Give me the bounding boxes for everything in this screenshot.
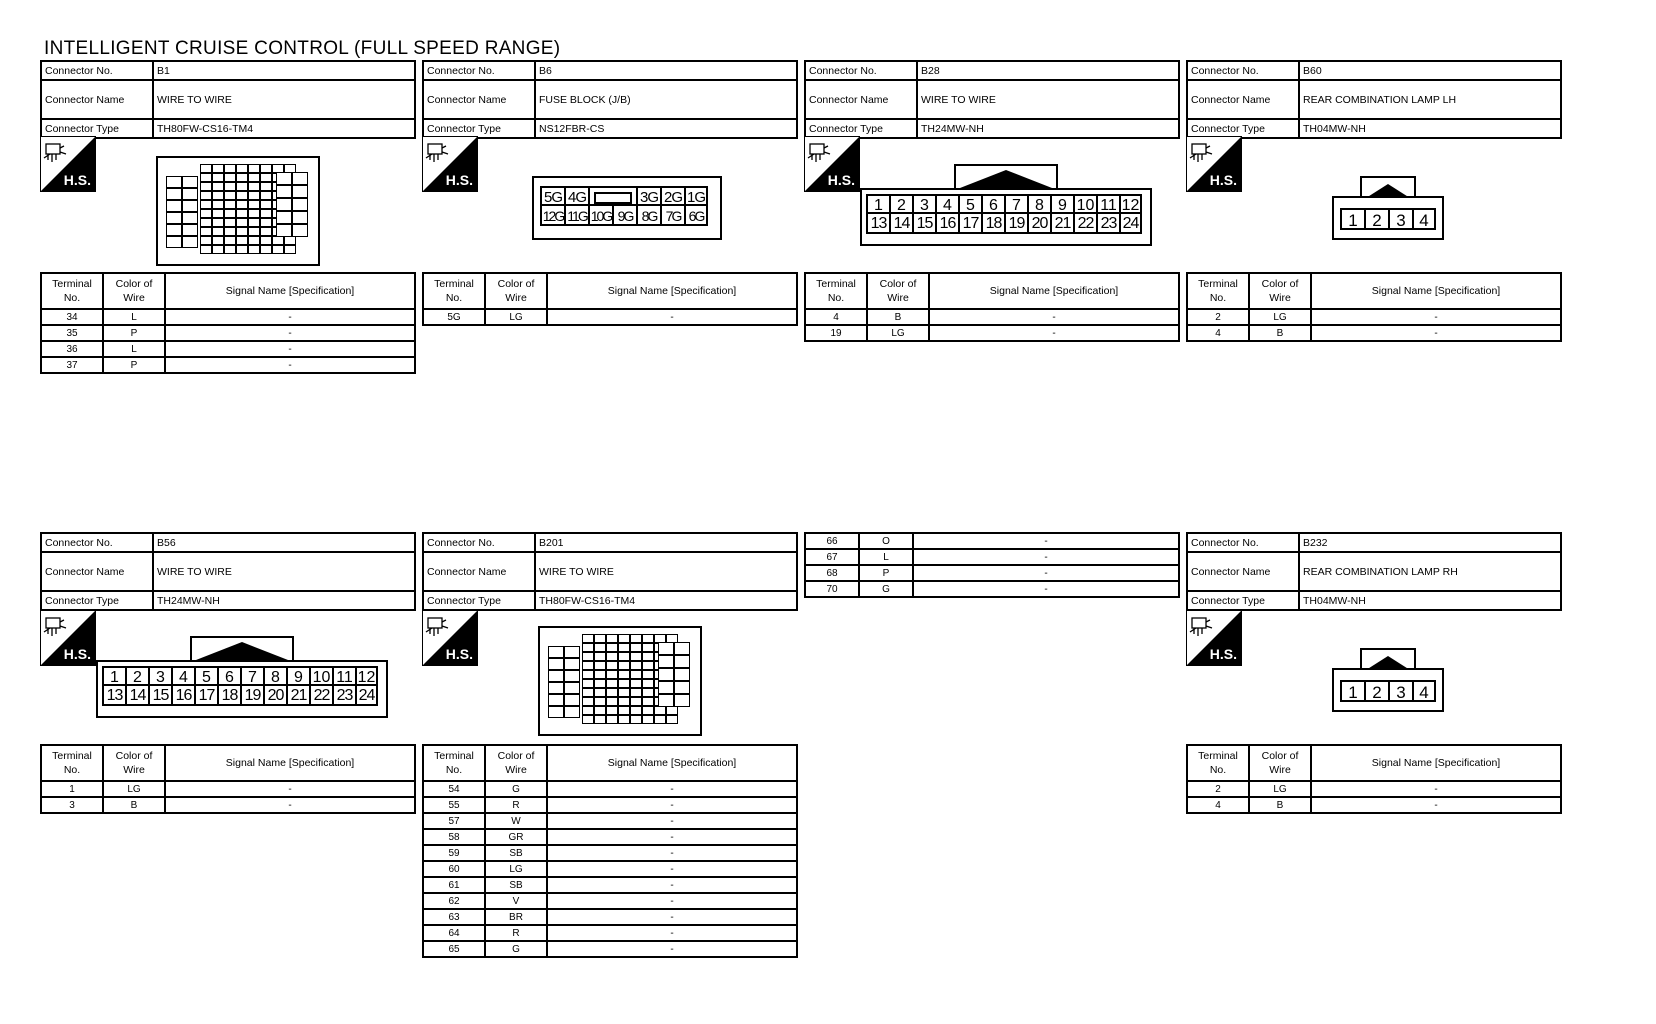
connector-pin: 22 xyxy=(309,686,332,706)
connector-pin: 21 xyxy=(286,686,309,706)
table-row xyxy=(41,309,415,325)
connector-name-label: Connector Name xyxy=(1187,552,1299,591)
connector-pin: 1 xyxy=(1340,680,1364,702)
signal-name-header: Signal Name [Specification] xyxy=(929,273,1179,309)
terminal-no: 2 xyxy=(1187,781,1249,797)
connector-pin: 4 xyxy=(1412,208,1436,230)
terminal-no-header: Terminal No. xyxy=(1187,273,1249,309)
signal-name-header: Signal Name [Specification] xyxy=(165,273,415,309)
connector-type-label: Connector Type xyxy=(1187,119,1299,138)
connector-name-label: Connector Name xyxy=(423,552,535,591)
table-row xyxy=(423,781,797,797)
connector-pin: 4 xyxy=(171,666,194,686)
connector-type-label: Connector Type xyxy=(41,119,153,138)
connector-name-label: Connector Name xyxy=(1187,80,1299,119)
connector-number-value: B56 xyxy=(153,533,415,552)
signal-name: - xyxy=(547,829,797,845)
terminal-no-header: Terminal No. xyxy=(1187,745,1249,781)
connector-pin: 13 xyxy=(102,686,125,706)
connector-pin: 5 xyxy=(958,194,981,214)
signal-name: - xyxy=(1311,309,1561,325)
signal-name-header: Signal Name [Specification] xyxy=(1311,745,1561,781)
wire-color: G xyxy=(485,941,547,957)
terminal-table xyxy=(1186,272,1562,342)
connector-pin: 14 xyxy=(125,686,148,706)
harness-side-icon xyxy=(804,136,860,192)
signal-name: - xyxy=(547,797,797,813)
connector-pin: 3 xyxy=(1388,680,1412,702)
connector-type-value: TH04MW-NH xyxy=(1299,591,1561,610)
connector-pin: 1G xyxy=(684,186,708,206)
terminal-no: 59 xyxy=(423,845,485,861)
wire-color: LG xyxy=(485,309,547,325)
connector-pin: 3 xyxy=(148,666,171,686)
terminal-no: 70 xyxy=(805,581,859,597)
terminal-no: 60 xyxy=(423,861,485,877)
wire-color: B xyxy=(103,797,165,813)
signal-name: - xyxy=(165,325,415,341)
connector-info-table xyxy=(422,60,798,139)
terminal-table xyxy=(422,744,798,958)
connector-pin: 21 xyxy=(1050,214,1073,234)
terminal-no: 1 xyxy=(41,781,103,797)
connector-24pin-diagram xyxy=(860,164,1152,246)
connector-number-label: Connector No. xyxy=(423,533,535,552)
harness-side-icon xyxy=(1186,136,1242,192)
connector-pin: 5 xyxy=(194,666,217,686)
connector-pin: 17 xyxy=(194,686,217,706)
wire-color: R xyxy=(485,925,547,941)
terminal-no-header: Terminal No. xyxy=(41,273,103,309)
signal-name: - xyxy=(165,797,415,813)
terminal-no: 54 xyxy=(423,781,485,797)
signal-name: - xyxy=(1311,325,1561,341)
terminal-no: 62 xyxy=(423,893,485,909)
signal-name: - xyxy=(547,909,797,925)
connector-number-label: Connector No. xyxy=(805,61,917,80)
connector-pin: 7 xyxy=(240,666,263,686)
connector-info-table xyxy=(1186,532,1562,611)
connector-pin: 7G xyxy=(660,206,684,226)
wire-color: G xyxy=(859,581,913,597)
connector-pin: 1 xyxy=(1340,208,1364,230)
connector-number-value: B201 xyxy=(535,533,797,552)
connector-pin: 11G xyxy=(564,206,588,226)
connector-pin: 15 xyxy=(148,686,171,706)
terminal-table xyxy=(40,272,416,374)
table-row xyxy=(423,925,797,941)
signal-name-header: Signal Name [Specification] xyxy=(547,745,797,781)
terminal-no: 4 xyxy=(1187,797,1249,813)
table-row xyxy=(423,909,797,925)
connector-type-value: TH80FW-CS16-TM4 xyxy=(153,119,415,138)
connector-name-label: Connector Name xyxy=(805,80,917,119)
connector-type-label: Connector Type xyxy=(41,591,153,610)
connector-pin: 12 xyxy=(355,666,378,686)
hs-label: H.S. xyxy=(1209,646,1237,662)
terminal-no: 4 xyxy=(1187,325,1249,341)
wire-color: LG xyxy=(1249,781,1311,797)
table-row xyxy=(423,861,797,877)
signal-name: - xyxy=(913,581,1179,597)
signal-name: - xyxy=(547,861,797,877)
wire-color: LG xyxy=(867,325,929,341)
signal-name: - xyxy=(165,309,415,325)
connector-pin: 24 xyxy=(355,686,378,706)
harness-side-icon xyxy=(1186,610,1242,666)
connector-pin: 3 xyxy=(912,194,935,214)
hs-label: H.S. xyxy=(63,172,91,188)
connector-pin: 6G xyxy=(684,206,708,226)
connector-name-label: Connector Name xyxy=(41,552,153,591)
terminal-no: 57 xyxy=(423,813,485,829)
signal-name: - xyxy=(165,357,415,373)
color-of-wire-header: Color of Wire xyxy=(867,273,929,309)
connector-number-label: Connector No. xyxy=(1187,61,1299,80)
signal-name: - xyxy=(165,341,415,357)
connector-pin: 8 xyxy=(1027,194,1050,214)
table-row xyxy=(805,533,1179,549)
connector-name-value: WIRE TO WIRE xyxy=(153,552,415,591)
connector-pin: 23 xyxy=(332,686,355,706)
terminal-no-header: Terminal No. xyxy=(805,273,867,309)
wire-color: B xyxy=(1249,325,1311,341)
terminal-no-header: Terminal No. xyxy=(41,745,103,781)
connector-pin: 11 xyxy=(1096,194,1119,214)
connector-number-value: B28 xyxy=(917,61,1179,80)
connector-4pin-diagram xyxy=(1332,648,1444,712)
signal-name: - xyxy=(547,925,797,941)
connector-name-value: REAR COMBINATION LAMP RH xyxy=(1299,552,1561,591)
terminal-no: 68 xyxy=(805,565,859,581)
connector-pin: 6 xyxy=(217,666,240,686)
terminal-table xyxy=(422,272,798,326)
table-row xyxy=(423,309,797,325)
connector-pin: 4 xyxy=(1412,680,1436,702)
connector-number-value: B60 xyxy=(1299,61,1561,80)
connector-number-label: Connector No. xyxy=(41,61,153,80)
wire-color: LG xyxy=(103,781,165,797)
connector-pin: 1 xyxy=(102,666,125,686)
connector-pin: 8 xyxy=(263,666,286,686)
hs-label: H.S. xyxy=(63,646,91,662)
table-row xyxy=(423,845,797,861)
connector-name-label: Connector Name xyxy=(41,80,153,119)
connector-pin: 10 xyxy=(309,666,332,686)
connector-type-label: Connector Type xyxy=(1187,591,1299,610)
terminal-no: 19 xyxy=(805,325,867,341)
connector-key-slot xyxy=(588,186,636,206)
wire-color: P xyxy=(103,325,165,341)
table-row xyxy=(41,341,415,357)
connector-24pin-diagram xyxy=(96,636,388,718)
connector-pin: 2 xyxy=(1364,208,1388,230)
wire-color: W xyxy=(485,813,547,829)
connector-pin: 23 xyxy=(1096,214,1119,234)
color-of-wire-header: Color of Wire xyxy=(1249,273,1311,309)
connector-pin: 13 xyxy=(866,214,889,234)
table-row xyxy=(423,797,797,813)
connector-4pin-diagram xyxy=(1332,176,1444,240)
terminal-no: 55 xyxy=(423,797,485,813)
signal-name: - xyxy=(913,549,1179,565)
table-row xyxy=(423,813,797,829)
connector-pin: 4 xyxy=(935,194,958,214)
harness-side-icon xyxy=(422,136,478,192)
connector-pin: 22 xyxy=(1073,214,1096,234)
connector-info-table xyxy=(40,532,416,611)
terminal-no: 63 xyxy=(423,909,485,925)
table-row xyxy=(805,325,1179,341)
connector-pin: 9 xyxy=(1050,194,1073,214)
connector-pin: 8G xyxy=(636,206,660,226)
connector-number-label: Connector No. xyxy=(423,61,535,80)
connector-pin: 10 xyxy=(1073,194,1096,214)
wire-color: O xyxy=(859,533,913,549)
table-row xyxy=(805,309,1179,325)
table-row xyxy=(423,877,797,893)
terminal-no: 58 xyxy=(423,829,485,845)
connector-type-value: TH80FW-CS16-TM4 xyxy=(535,591,797,610)
hs-label: H.S. xyxy=(827,172,855,188)
connector-name-label: Connector Name xyxy=(423,80,535,119)
color-of-wire-header: Color of Wire xyxy=(485,273,547,309)
connector-pin: 19 xyxy=(1004,214,1027,234)
connector-pin: 18 xyxy=(217,686,240,706)
connector-pin: 15 xyxy=(912,214,935,234)
hs-label: H.S. xyxy=(1209,172,1237,188)
terminal-no: 5G xyxy=(423,309,485,325)
terminal-no: 37 xyxy=(41,357,103,373)
signal-name: - xyxy=(547,781,797,797)
table-row xyxy=(423,893,797,909)
signal-name: - xyxy=(547,877,797,893)
signal-name: - xyxy=(547,941,797,957)
connector-pin: 12G xyxy=(540,206,564,226)
harness-side-icon xyxy=(40,136,96,192)
table-row xyxy=(41,781,415,797)
wire-color: L xyxy=(103,341,165,357)
color-of-wire-header: Color of Wire xyxy=(103,745,165,781)
wire-color: L xyxy=(859,549,913,565)
connector-pin: 2 xyxy=(889,194,912,214)
connector-name-value: WIRE TO WIRE xyxy=(917,80,1179,119)
connector-info-table xyxy=(804,60,1180,139)
connector-pin: 9 xyxy=(286,666,309,686)
connector-pin: 3G xyxy=(636,186,660,206)
signal-name: - xyxy=(547,893,797,909)
connector-pin: 9G xyxy=(612,206,636,226)
page-title: INTELLIGENT CRUISE CONTROL (FULL SPEED RANGE) xyxy=(44,38,561,59)
hs-label: H.S. xyxy=(445,646,473,662)
signal-name: - xyxy=(913,565,1179,581)
signal-name-header: Signal Name [Specification] xyxy=(1311,273,1561,309)
wire-color: P xyxy=(103,357,165,373)
connector-number-value: B6 xyxy=(535,61,797,80)
terminal-no: 36 xyxy=(41,341,103,357)
wire-color: SB xyxy=(485,845,547,861)
terminal-table xyxy=(1186,744,1562,814)
connector-pin: 16 xyxy=(935,214,958,234)
color-of-wire-header: Color of Wire xyxy=(103,273,165,309)
signal-name: - xyxy=(165,781,415,797)
table-row xyxy=(41,325,415,341)
connector-name-value: FUSE BLOCK (J/B) xyxy=(535,80,797,119)
signal-name-header: Signal Name [Specification] xyxy=(547,273,797,309)
terminal-table xyxy=(804,272,1180,342)
table-row xyxy=(1187,309,1561,325)
connector-name-value: REAR COMBINATION LAMP LH xyxy=(1299,80,1561,119)
connector-pin: 3 xyxy=(1388,208,1412,230)
connector-number-label: Connector No. xyxy=(41,533,153,552)
connector-type-value: NS12FBR-CS xyxy=(535,119,797,138)
wire-color: LG xyxy=(1249,309,1311,325)
wire-color: L xyxy=(103,309,165,325)
connector-type-label: Connector Type xyxy=(805,119,917,138)
lock-triangle xyxy=(960,170,1052,188)
terminal-no: 35 xyxy=(41,325,103,341)
connector-pin: 20 xyxy=(263,686,286,706)
connector-80pin-diagram xyxy=(538,626,702,736)
connector-pin: 2 xyxy=(125,666,148,686)
signal-name: - xyxy=(929,309,1179,325)
wire-color: V xyxy=(485,893,547,909)
signal-name-header: Signal Name [Specification] xyxy=(165,745,415,781)
terminal-no: 2 xyxy=(1187,309,1249,325)
fuse-block-connector-diagram xyxy=(532,176,722,240)
wire-color: B xyxy=(1249,797,1311,813)
connector-pin: 1 xyxy=(866,194,889,214)
terminal-table xyxy=(804,532,1180,598)
connector-pin: 2 xyxy=(1364,680,1388,702)
connector-pin: 24 xyxy=(1119,214,1142,234)
connector-pin: 4G xyxy=(564,186,588,206)
color-of-wire-header: Color of Wire xyxy=(485,745,547,781)
signal-name: - xyxy=(547,845,797,861)
signal-name: - xyxy=(913,533,1179,549)
terminal-no: 34 xyxy=(41,309,103,325)
connector-name-value: WIRE TO WIRE xyxy=(535,552,797,591)
connector-pin: 19 xyxy=(240,686,263,706)
connector-number-value: B1 xyxy=(153,61,415,80)
harness-side-icon xyxy=(422,610,478,666)
connector-type-value: TH04MW-NH xyxy=(1299,119,1561,138)
terminal-no: 67 xyxy=(805,549,859,565)
wire-color: R xyxy=(485,797,547,813)
hs-label: H.S. xyxy=(445,172,473,188)
lock-triangle xyxy=(196,642,288,660)
connector-pin: 16 xyxy=(171,686,194,706)
terminal-no: 61 xyxy=(423,877,485,893)
table-row xyxy=(805,581,1179,597)
harness-side-icon xyxy=(40,610,96,666)
wire-color: P xyxy=(859,565,913,581)
connector-pin: 10G xyxy=(588,206,612,226)
terminal-no: 4 xyxy=(805,309,867,325)
table-row xyxy=(41,797,415,813)
table-row xyxy=(1187,797,1561,813)
signal-name: - xyxy=(547,309,797,325)
connector-type-label: Connector Type xyxy=(423,591,535,610)
table-row xyxy=(1187,325,1561,341)
connector-type-value: TH24MW-NH xyxy=(153,591,415,610)
color-of-wire-header: Color of Wire xyxy=(1249,745,1311,781)
connector-name-value: WIRE TO WIRE xyxy=(153,80,415,119)
wire-color: SB xyxy=(485,877,547,893)
terminal-no: 3 xyxy=(41,797,103,813)
connector-pin: 14 xyxy=(889,214,912,234)
terminal-no: 65 xyxy=(423,941,485,957)
connector-pin: 18 xyxy=(981,214,1004,234)
table-row xyxy=(41,357,415,373)
table-row xyxy=(1187,781,1561,797)
signal-name: - xyxy=(1311,797,1561,813)
connector-pin: 2G xyxy=(660,186,684,206)
wire-color: B xyxy=(867,309,929,325)
connector-pin: 17 xyxy=(958,214,981,234)
signal-name: - xyxy=(929,325,1179,341)
connector-pin: 11 xyxy=(332,666,355,686)
connector-pin: 20 xyxy=(1027,214,1050,234)
connector-info-table xyxy=(422,532,798,611)
connector-info-table xyxy=(40,60,416,139)
connector-80pin-diagram xyxy=(156,156,320,266)
signal-name: - xyxy=(547,813,797,829)
connector-number-label: Connector No. xyxy=(1187,533,1299,552)
table-row xyxy=(423,941,797,957)
terminal-no: 64 xyxy=(423,925,485,941)
table-row xyxy=(805,549,1179,565)
table-row xyxy=(805,565,1179,581)
terminal-no-header: Terminal No. xyxy=(423,745,485,781)
connector-pin: 6 xyxy=(981,194,1004,214)
terminal-table xyxy=(40,744,416,814)
wire-color: G xyxy=(485,781,547,797)
connector-info-table xyxy=(1186,60,1562,139)
terminal-no: 66 xyxy=(805,533,859,549)
table-row xyxy=(423,829,797,845)
connector-type-label: Connector Type xyxy=(423,119,535,138)
wire-color: LG xyxy=(485,861,547,877)
connector-type-value: TH24MW-NH xyxy=(917,119,1179,138)
connector-pin: 7 xyxy=(1004,194,1027,214)
connector-pin: 12 xyxy=(1119,194,1142,214)
connector-pin: 5G xyxy=(540,186,564,206)
wire-color: BR xyxy=(485,909,547,925)
wire-color: GR xyxy=(485,829,547,845)
terminal-no-header: Terminal No. xyxy=(423,273,485,309)
signal-name: - xyxy=(1311,781,1561,797)
connector-number-value: B232 xyxy=(1299,533,1561,552)
